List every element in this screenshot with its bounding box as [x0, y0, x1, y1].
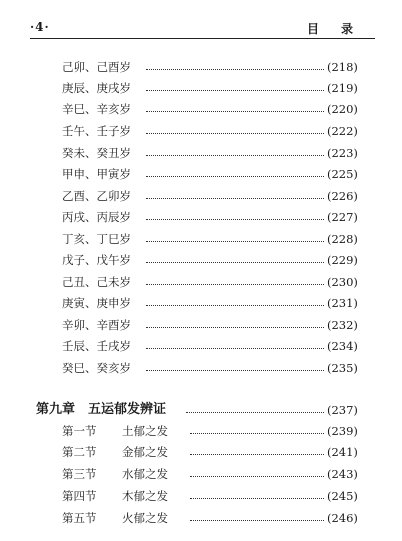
- entry-title: 癸未、癸丑岁: [62, 146, 131, 160]
- header-title: 目录: [306, 22, 375, 36]
- page-header: [30, 20, 375, 39]
- dot-leader: [190, 433, 324, 434]
- toc-entry: [0, 338, 402, 354]
- page-ref: (237): [327, 403, 358, 417]
- page-ref: (230): [327, 275, 358, 289]
- toc-entry: [0, 166, 402, 182]
- dot-leader: [146, 155, 324, 156]
- toc-entry: [0, 80, 402, 96]
- entry-title: 丁亥、丁巳岁: [62, 232, 131, 246]
- toc-entry: [0, 360, 402, 376]
- toc-entry: [0, 188, 402, 204]
- section-number: 第五节: [62, 511, 97, 525]
- page-ref: (234): [327, 339, 358, 353]
- entry-title: 辛巳、辛亥岁: [62, 102, 131, 116]
- page-ref: (235): [327, 361, 358, 375]
- entry-title: 癸巳、癸亥岁: [62, 361, 131, 375]
- dot-leader: [186, 412, 324, 413]
- dot-leader: [190, 454, 324, 455]
- dot-leader: [146, 262, 324, 263]
- toc-entry: [0, 59, 402, 75]
- entry-title: 戊子、戊午岁: [62, 253, 131, 267]
- page-ref: (228): [327, 232, 358, 246]
- section-title: [62, 510, 168, 526]
- page-ref: (246): [327, 511, 358, 525]
- page-ref: (225): [327, 167, 358, 181]
- dot-leader: [146, 176, 324, 177]
- dot-leader: [146, 69, 324, 70]
- section-title: [62, 423, 168, 439]
- section-name: 火郁之发: [122, 511, 168, 525]
- section-title: [62, 466, 168, 482]
- page-ref: (218): [327, 60, 358, 74]
- section-entry: [0, 423, 402, 439]
- dot-leader: [146, 241, 324, 242]
- dot-leader: [146, 133, 324, 134]
- entry-title: 壬午、壬子岁: [62, 124, 131, 138]
- dot-leader: [146, 90, 324, 91]
- dot-leader: [146, 284, 324, 285]
- dot-leader: [146, 327, 324, 328]
- dot-leader: [146, 305, 324, 306]
- toc-entry: [0, 231, 402, 247]
- chapter-number: 第九章: [36, 402, 76, 417]
- page-ref: (239): [327, 424, 358, 438]
- entry-title: 丙戌、丙辰岁: [62, 210, 131, 224]
- section-number: 第四节: [62, 489, 97, 503]
- chapter-name: 五运郁发辨证: [88, 402, 167, 417]
- entry-title: 辛卯、辛酉岁: [62, 318, 131, 332]
- toc-entry: [0, 317, 402, 333]
- entry-title: 甲申、甲寅岁: [62, 167, 131, 181]
- page-ref: (231): [327, 296, 358, 310]
- toc-entry: [0, 101, 402, 117]
- chapter-title: [36, 402, 166, 418]
- section-entry: [0, 444, 402, 460]
- entry-title: 己卯、己酉岁: [62, 60, 131, 74]
- section-entry: [0, 488, 402, 504]
- dot-leader: [190, 498, 324, 499]
- chapter-heading: [0, 402, 402, 418]
- section-entry: [0, 510, 402, 526]
- section-entry: [0, 466, 402, 482]
- dot-leader: [146, 348, 324, 349]
- dot-leader: [146, 111, 324, 112]
- section-name: 土郁之发: [122, 424, 168, 438]
- section-name: 金郁之发: [122, 445, 168, 459]
- dot-leader: [190, 476, 324, 477]
- section-title: [62, 488, 168, 504]
- page-ref: (245): [327, 489, 358, 503]
- toc-entry: [0, 209, 402, 225]
- dot-leader: [146, 370, 324, 371]
- section-number: 第三节: [62, 467, 97, 481]
- dot-leader: [146, 198, 324, 199]
- toc-entry: [0, 274, 402, 290]
- section-name: 木郁之发: [122, 489, 168, 503]
- page-ref: (241): [327, 445, 358, 459]
- page-ref: (227): [327, 210, 358, 224]
- section-number: 第二节: [62, 445, 97, 459]
- entry-title: 庚寅、庚申岁: [62, 296, 131, 310]
- toc-entry: [0, 295, 402, 311]
- page-ref: (243): [327, 467, 358, 481]
- page-ref: (219): [327, 81, 358, 95]
- entry-title: 乙酉、乙卯岁: [62, 189, 131, 203]
- page-ref: (232): [327, 318, 358, 332]
- entry-title: 庚辰、庚戌岁: [62, 81, 131, 95]
- entry-title: 己丑、己未岁: [62, 275, 131, 289]
- entry-title: 壬辰、壬戌岁: [62, 339, 131, 353]
- page-ref: (229): [327, 253, 358, 267]
- page-number: ·4·: [30, 20, 50, 34]
- page-ref: (223): [327, 146, 358, 160]
- toc-entry: [0, 123, 402, 139]
- toc-entry: [0, 145, 402, 161]
- dot-leader: [190, 520, 324, 521]
- page-ref: (222): [327, 124, 358, 138]
- page-ref: (226): [327, 189, 358, 203]
- section-title: [62, 444, 168, 460]
- section-name: 水郁之发: [122, 467, 168, 481]
- toc-entry: [0, 252, 402, 268]
- page-ref: (220): [327, 102, 358, 116]
- section-number: 第一节: [62, 424, 97, 438]
- dot-leader: [146, 219, 324, 220]
